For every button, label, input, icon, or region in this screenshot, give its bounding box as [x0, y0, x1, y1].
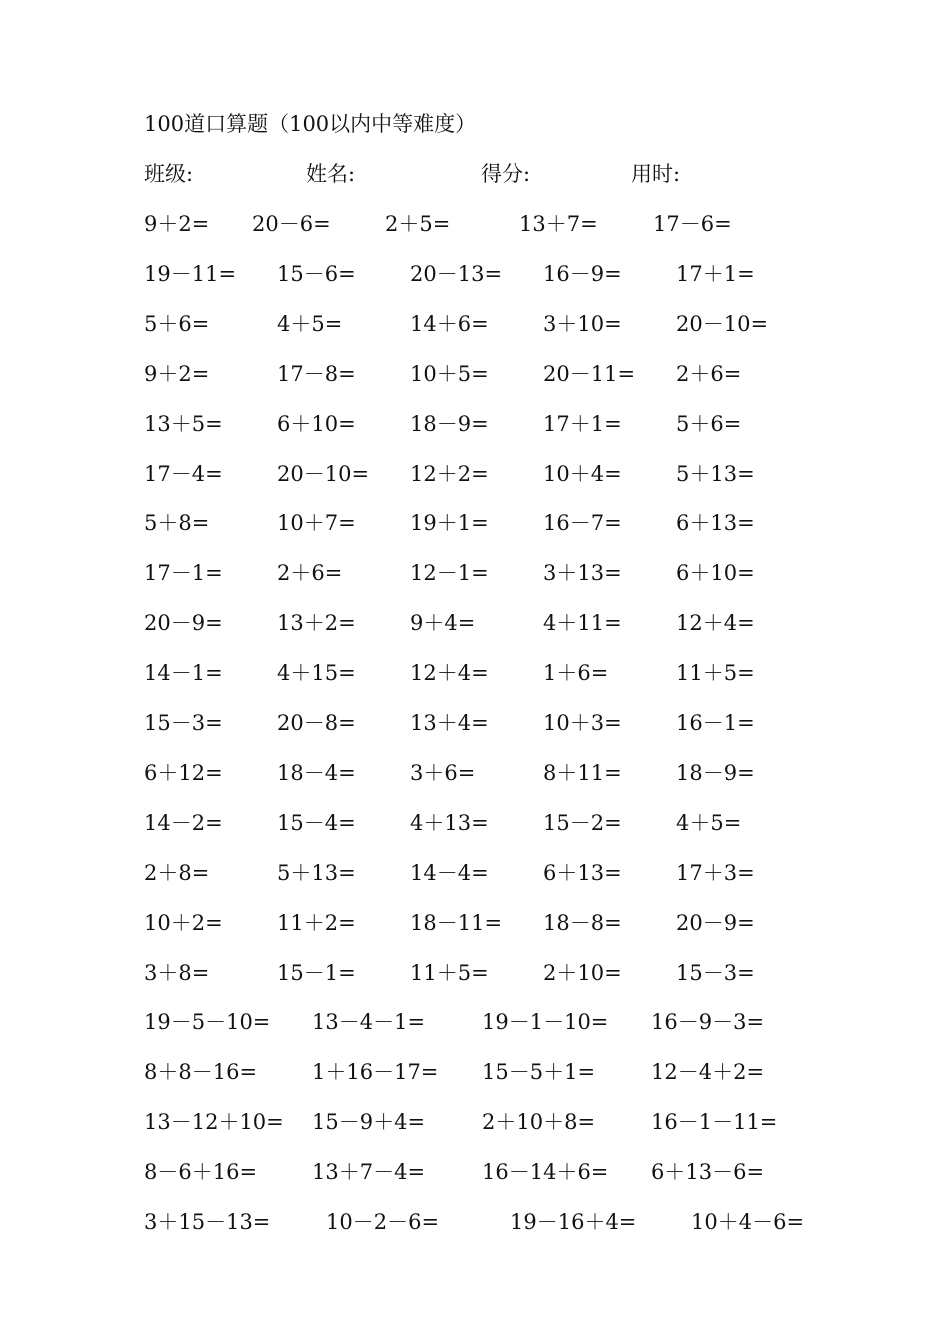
- problem-13-5: 4＋5=: [676, 811, 742, 835]
- problem-7-2: 10＋7=: [277, 511, 356, 535]
- problem-11-1: 15－3=: [144, 711, 223, 735]
- problem-21-1: 3＋15－13=: [144, 1210, 271, 1234]
- problem-16-1: 3＋8=: [144, 961, 210, 985]
- problem-2-2: 15－6=: [277, 262, 356, 286]
- problem-20-1: 8－6＋16=: [144, 1160, 258, 1184]
- problem-21-4: 10＋4－6=: [691, 1210, 805, 1234]
- problem-9-1: 20－9=: [144, 611, 223, 635]
- problem-9-4: 4＋11=: [543, 611, 622, 635]
- problem-20-3: 16－14＋6=: [482, 1160, 609, 1184]
- problem-12-1: 6＋12=: [144, 761, 223, 785]
- problem-3-5: 20－10=: [676, 312, 769, 336]
- problem-6-4: 10＋4=: [543, 462, 622, 486]
- problem-2-4: 16－9=: [543, 262, 622, 286]
- problem-16-5: 15－3=: [676, 961, 755, 985]
- problem-9-2: 13＋2=: [277, 611, 356, 635]
- problem-6-5: 5＋13=: [676, 462, 755, 486]
- problem-19-4: 16－1－11=: [651, 1110, 778, 1134]
- problem-9-3: 9＋4=: [410, 611, 476, 635]
- problem-3-1: 5＋6=: [144, 312, 210, 336]
- problem-1-5: 17－6=: [653, 212, 732, 236]
- problem-1-3: 2＋5=: [385, 212, 451, 236]
- problem-12-3: 3＋6=: [410, 761, 476, 785]
- problem-18-3: 15－5＋1=: [482, 1060, 596, 1084]
- problem-19-1: 13－12＋10=: [144, 1110, 284, 1134]
- problem-10-2: 4＋15=: [277, 661, 356, 685]
- problem-14-1: 2＋8=: [144, 861, 210, 885]
- problem-11-4: 10＋3=: [543, 711, 622, 735]
- class-label: 班级:: [144, 162, 194, 186]
- problem-14-4: 6＋13=: [543, 861, 622, 885]
- problem-7-4: 16－7=: [543, 511, 622, 535]
- name-label: 姓名:: [306, 162, 356, 186]
- problem-14-3: 14－4=: [410, 861, 489, 885]
- problem-4-4: 20－11=: [543, 362, 636, 386]
- problem-10-4: 1＋6=: [543, 661, 609, 685]
- problem-15-1: 10＋2=: [144, 911, 223, 935]
- problem-5-4: 17＋1=: [543, 412, 622, 436]
- problem-18-2: 1＋16－17=: [312, 1060, 439, 1084]
- problem-4-3: 10＋5=: [410, 362, 489, 386]
- problem-15-2: 11＋2=: [277, 911, 356, 935]
- problem-20-4: 6＋13－6=: [651, 1160, 765, 1184]
- problem-11-2: 20－8=: [277, 711, 356, 735]
- problem-6-1: 17－4=: [144, 462, 223, 486]
- problem-13-1: 14－2=: [144, 811, 223, 835]
- problem-17-1: 19－5－10=: [144, 1010, 271, 1034]
- score-label: 得分:: [481, 162, 531, 186]
- problem-6-3: 12＋2=: [410, 462, 489, 486]
- problem-21-2: 10－2－6=: [326, 1210, 440, 1234]
- problem-16-2: 15－1=: [277, 961, 356, 985]
- problem-16-3: 11＋5=: [410, 961, 489, 985]
- problem-8-5: 6＋10=: [676, 561, 755, 585]
- problem-5-5: 5＋6=: [676, 412, 742, 436]
- time-label: 用时:: [631, 162, 681, 186]
- problem-17-3: 19－1－10=: [482, 1010, 609, 1034]
- problem-3-3: 14＋6=: [410, 312, 489, 336]
- problem-8-1: 17－1=: [144, 561, 223, 585]
- problem-10-1: 14－1=: [144, 661, 223, 685]
- problem-11-3: 13＋4=: [410, 711, 489, 735]
- problem-7-1: 5＋8=: [144, 511, 210, 535]
- problem-4-5: 2＋6=: [676, 362, 742, 386]
- problem-13-3: 4＋13=: [410, 811, 489, 835]
- problem-10-5: 11＋5=: [676, 661, 755, 685]
- problem-11-5: 16－1=: [676, 711, 755, 735]
- problem-18-4: 12－4＋2=: [651, 1060, 765, 1084]
- problem-5-2: 6＋10=: [277, 412, 356, 436]
- problem-1-4: 13＋7=: [519, 212, 598, 236]
- problem-13-4: 15－2=: [543, 811, 622, 835]
- problem-14-5: 17＋3=: [676, 861, 755, 885]
- problem-15-5: 20－9=: [676, 911, 755, 935]
- problem-19-3: 2＋10＋8=: [482, 1110, 596, 1134]
- problem-17-4: 16－9－3=: [651, 1010, 765, 1034]
- problem-2-5: 17＋1=: [676, 262, 755, 286]
- problem-19-2: 15－9＋4=: [312, 1110, 426, 1134]
- page-title: 100道口算题（100以内中等难度）: [144, 112, 477, 136]
- problem-6-2: 20－10=: [277, 462, 370, 486]
- problem-5-3: 18－9=: [410, 412, 489, 436]
- problem-21-3: 19－16＋4=: [510, 1210, 637, 1234]
- problem-2-3: 20－13=: [410, 262, 503, 286]
- problem-12-2: 18－4=: [277, 761, 356, 785]
- problem-15-4: 18－8=: [543, 911, 622, 935]
- problem-15-3: 18－11=: [410, 911, 503, 935]
- problem-7-3: 19＋1=: [410, 511, 489, 535]
- problem-10-3: 12＋4=: [410, 661, 489, 685]
- problem-2-1: 19－11=: [144, 262, 237, 286]
- problem-3-2: 4＋5=: [277, 312, 343, 336]
- problem-8-4: 3＋13=: [543, 561, 622, 585]
- problem-4-1: 9＋2=: [144, 362, 210, 386]
- problem-8-2: 2＋6=: [277, 561, 343, 585]
- problem-16-4: 2＋10=: [543, 961, 622, 985]
- problem-1-1: 9＋2=: [144, 212, 210, 236]
- problem-13-2: 15－4=: [277, 811, 356, 835]
- problem-5-1: 13＋5=: [144, 412, 223, 436]
- problem-18-1: 8＋8－16=: [144, 1060, 258, 1084]
- problem-9-5: 12＋4=: [676, 611, 755, 635]
- problem-17-2: 13－4－1=: [312, 1010, 426, 1034]
- problem-7-5: 6＋13=: [676, 511, 755, 535]
- problem-12-5: 18－9=: [676, 761, 755, 785]
- problem-20-2: 13＋7－4=: [312, 1160, 426, 1184]
- problem-12-4: 8＋11=: [543, 761, 622, 785]
- problem-4-2: 17－8=: [277, 362, 356, 386]
- problem-3-4: 3＋10=: [543, 312, 622, 336]
- problem-14-2: 5＋13=: [277, 861, 356, 885]
- problem-8-3: 12－1=: [410, 561, 489, 585]
- problem-1-2: 20－6=: [252, 212, 331, 236]
